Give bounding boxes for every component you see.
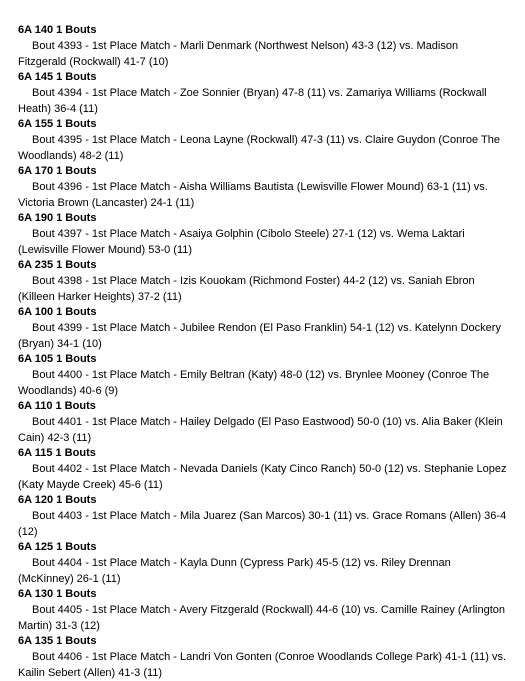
weight-class-235 <box>18 259 509 305</box>
weight-class-header: 6A 235 1 Bouts <box>18 259 97 271</box>
weight-class-header: 6A 125 1 Bouts <box>18 541 97 553</box>
weight-class-header: 6A 190 1 Bouts <box>18 212 97 224</box>
bout-entry: Bout 4397 - 1st Place Match - Asaiya Golphin (Cibolo Steele) 27-1 (12) vs. Wema Laktari (Lewisville Flower Mound) 53-0 (11) <box>18 228 465 256</box>
bout-entry: Bout 4401 - 1st Place Match - Hailey Delgado (El Paso Eastwood) 50-0 (10) vs. Alia Baker (Klein Cain) 42-3 (11) <box>18 416 503 444</box>
weight-class-135 <box>18 635 509 681</box>
weight-class-140 <box>18 24 509 70</box>
bout-entry: Bout 4399 - 1st Place Match - Jubilee Rendon (El Paso Franklin) 54-1 (12) vs. Katelynn Dockery (Bryan) 34-1 (10) <box>18 322 501 350</box>
weight-class-header: 6A 155 1 Bouts <box>18 118 97 130</box>
bout-entry: Bout 4406 - 1st Place Match - Landri Von Gonten (Conroe Woodlands College Park) 41-1 (11) vs. Kailin Sebert (Allen) 41-3 (11) <box>18 651 507 679</box>
weight-class-120 <box>18 494 509 540</box>
bout-entry: Bout 4395 - 1st Place Match - Leona Layne (Rockwall) 47-3 (11) vs. Claire Guydon (Conroe The Woodlands) 48-2 (11) <box>18 134 500 162</box>
weight-class-145 <box>18 71 509 117</box>
bout-entry: Bout 4404 - 1st Place Match - Kayla Dunn (Cypress Park) 45-5 (12) vs. Riley Drennan (McKinney) 26-1 (11) <box>18 557 451 585</box>
weight-class-105 <box>18 353 509 399</box>
weight-class-header: 6A 105 1 Bouts <box>18 353 97 365</box>
weight-class-190 <box>18 212 509 258</box>
bout-entry: Bout 4405 - 1st Place Match - Avery Fitzgerald (Rockwall) 44-6 (10) vs. Camille Rainey (Arlington Martin) 31-3 (12) <box>18 604 505 632</box>
weight-class-header: 6A 170 1 Bouts <box>18 165 97 177</box>
weight-class-100 <box>18 306 509 352</box>
weight-class-header: 6A 120 1 Bouts <box>18 494 97 506</box>
bout-entry: Bout 4403 - 1st Place Match - Mila Juarez (San Marcos) 30-1 (11) vs. Grace Romans (Allen) 36-4 (12) <box>18 510 507 538</box>
weight-class-130 <box>18 588 509 634</box>
weight-class-115 <box>18 447 509 493</box>
weight-class-header: 6A 145 1 Bouts <box>18 71 97 83</box>
weight-class-170 <box>18 165 509 211</box>
weight-class-header: 6A 135 1 Bouts <box>18 635 97 647</box>
weight-class-header: 6A 110 1 Bouts <box>18 400 96 412</box>
weight-class-110 <box>18 400 509 446</box>
weight-class-header: 6A 115 1 Bouts <box>18 447 96 459</box>
bout-entry: Bout 4398 - 1st Place Match - Izis Kouokam (Richmond Foster) 44-2 (12) vs. Saniah Ebron (Killeen Harker Heights) 37-2 (11) <box>18 275 475 303</box>
bout-entry: Bout 4402 - 1st Place Match - Nevada Daniels (Katy Cinco Ranch) 50-0 (12) vs. Stephanie Lopez (Katy Mayde Creek) 45-6 (11) <box>18 463 507 491</box>
weight-class-header: 6A 100 1 Bouts <box>18 306 97 318</box>
bout-entry: Bout 4393 - 1st Place Match - Marli Denmark (Northwest Nelson) 43-3 (12) vs. Madison Fitzgerald (Rockwall) 41-7 (10) <box>18 40 459 68</box>
weight-class-125 <box>18 541 509 587</box>
bout-entry: Bout 4396 - 1st Place Match - Aisha Williams Bautista (Lewisville Flower Mound) 63-1 (11) vs. Victoria Brown (Lancaster) 24-1 (11) <box>18 181 488 209</box>
bout-entry: Bout 4400 - 1st Place Match - Emily Beltran (Katy) 48-0 (12) vs. Brynlee Mooney (Conroe The Woodlands) 40-6 (9) <box>18 369 490 397</box>
weight-class-header: 6A 140 1 Bouts <box>18 24 97 36</box>
weight-class-header: 6A 130 1 Bouts <box>18 588 97 600</box>
bout-entry: Bout 4394 - 1st Place Match - Zoe Sonnier (Bryan) 47-8 (11) vs. Zamariya Williams (Rockwall Heath) 36-4 (11) <box>18 87 487 115</box>
weight-class-155 <box>18 118 509 164</box>
